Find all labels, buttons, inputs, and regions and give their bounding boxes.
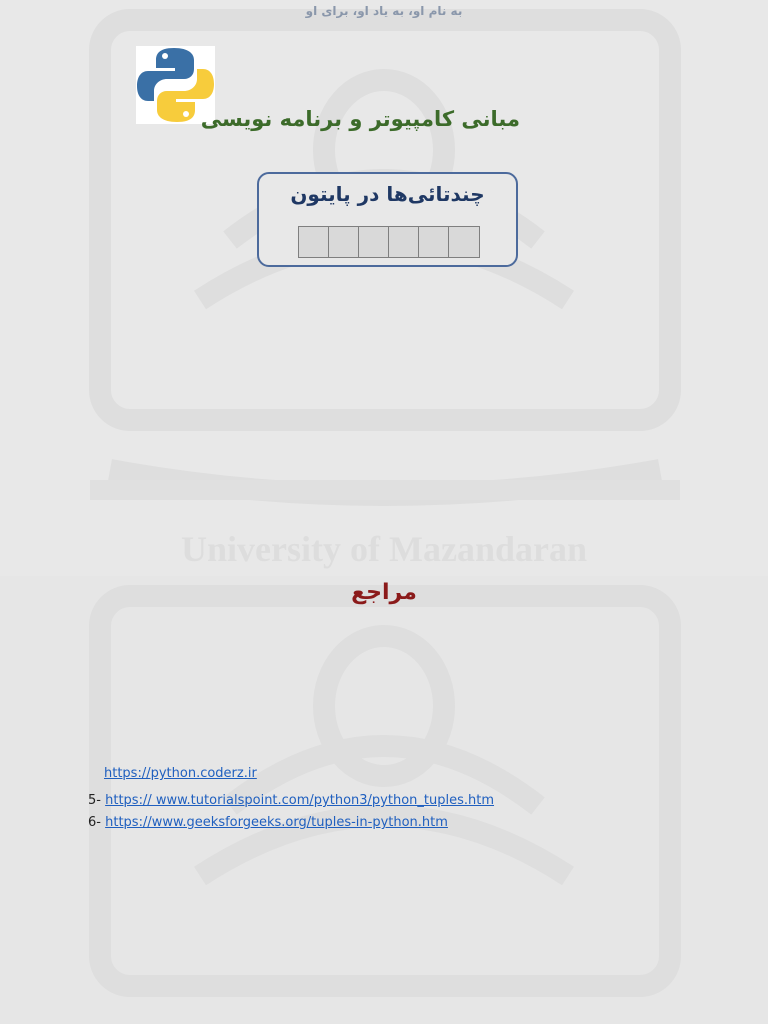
tuple-cell — [359, 227, 389, 257]
reference-item — [88, 793, 494, 808]
tuple-cell — [389, 227, 419, 257]
tuple-cell — [329, 227, 359, 257]
basmala-header: به نام او، به یاد او، برای او — [305, 4, 463, 18]
reference-item — [104, 766, 257, 781]
reference-number: 6- — [88, 815, 101, 830]
reference-link[interactable]: https:// www.tutorialspoint.com/python3/python_tuples.htm — [105, 793, 495, 808]
course-title: مبانی کامپیوتر و برنامه نویسی — [200, 107, 520, 131]
reference-number: 5- — [88, 793, 101, 808]
reference-item — [88, 815, 448, 830]
tuple-cell — [419, 227, 449, 257]
tuple-cell — [299, 227, 329, 257]
topic-title: چندتائی‌ها در پایتون — [290, 182, 485, 206]
reference-link[interactable]: https://python.coderz.ir — [104, 766, 257, 781]
tuple-cell — [449, 227, 479, 257]
reference-link[interactable]: https://www.geeksforgeeks.org/tuples-in-python.htm — [105, 815, 448, 830]
watermark-text: University of Mazandaran — [181, 529, 587, 569]
references-title: مراجع — [351, 580, 417, 605]
topic-box — [257, 172, 518, 267]
tuple-diagram — [298, 226, 480, 258]
